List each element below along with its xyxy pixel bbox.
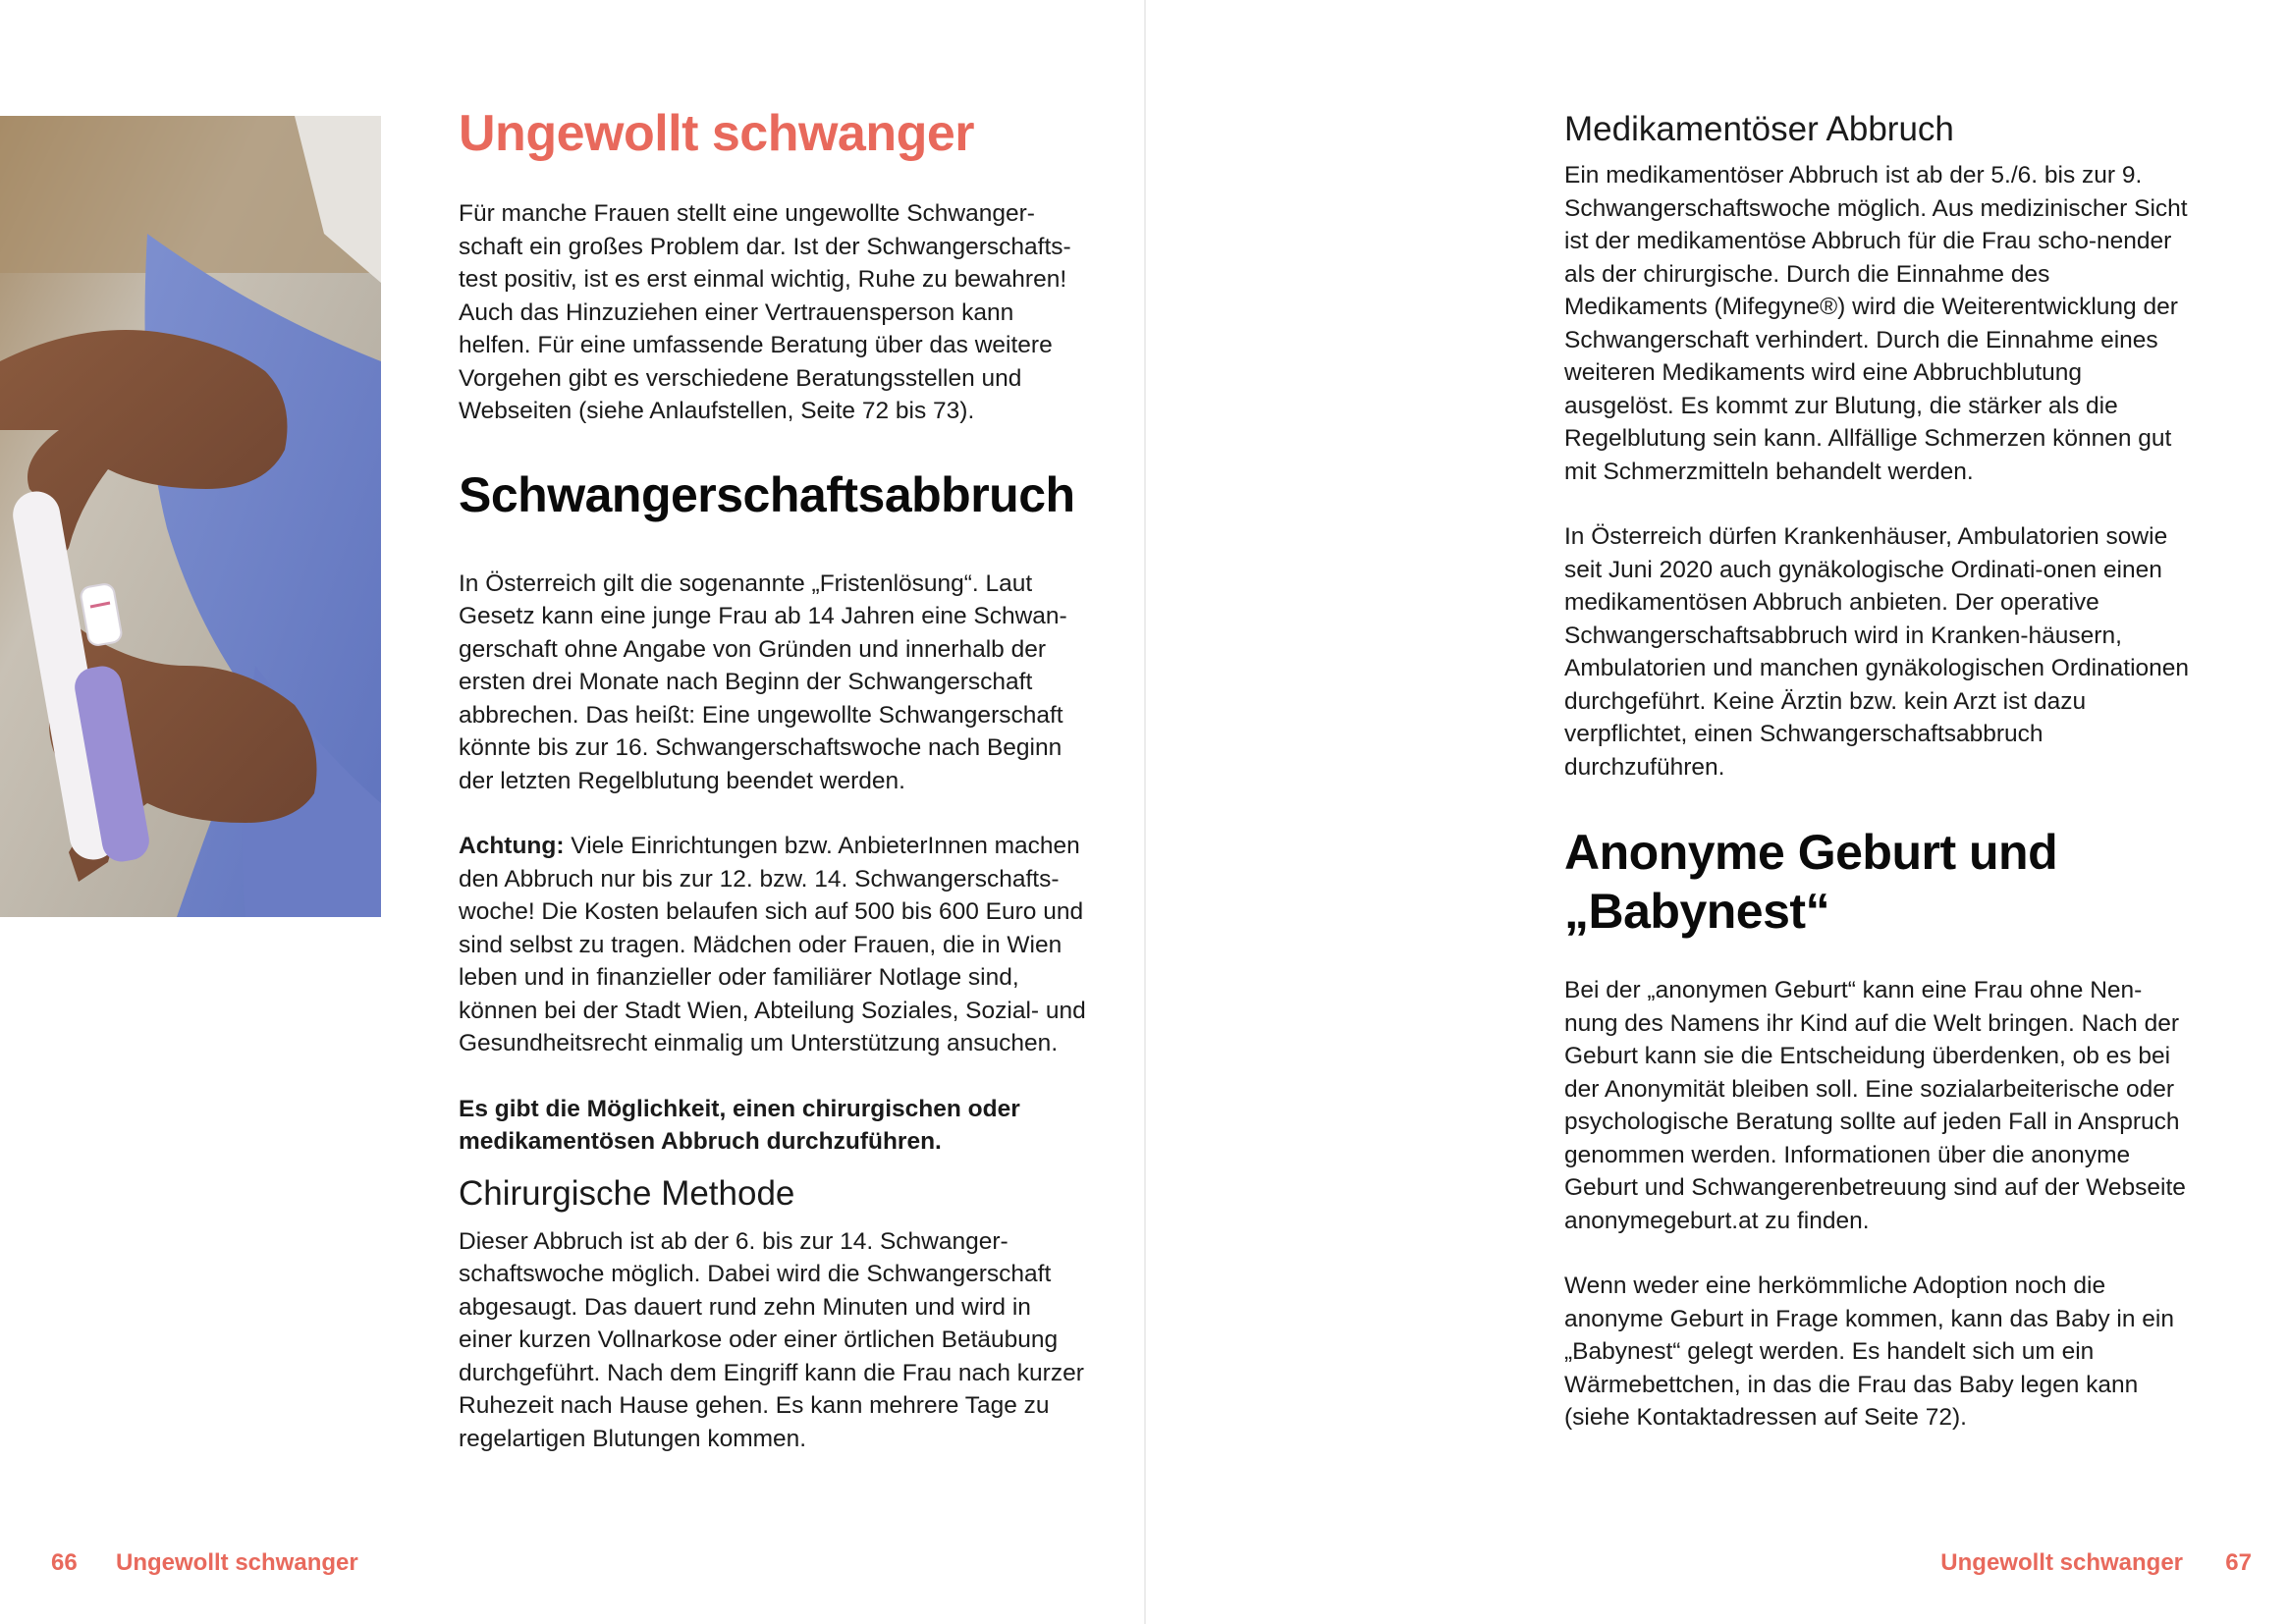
right-text-column bbox=[1564, 106, 2193, 1435]
chapter-title: Ungewollt schwanger bbox=[459, 105, 975, 162]
section-heading-abbruch: Schwangerschaftsabbruch bbox=[459, 466, 1075, 522]
options-statement: Es gibt die Möglichkeit, einen chirurgischen oder medikamentösen Abbruch durchzuführen. bbox=[459, 1095, 1020, 1155]
page-number-right: 67 bbox=[2225, 1549, 2252, 1576]
surgical-method-paragraph: Dieser Abbruch ist ab der 6. bis zur 14. Schwanger-schaftswoche möglich. Dabei wird die Schwangerschaft abgesaugt. Das dauert rund zehn Minuten und wird in einer kurzen Vollnarkose oder einer örtlichen Betäubung durchgeführt. Nach dem Eingriff kann die Frau nach kurzer Ruhezeit nach Hause gehen. Es kann mehrere Tage zu regelartigen Blutungen kommen. bbox=[459, 1227, 1084, 1452]
providers-paragraph: In Österreich dürfen Krankenhäuser, Ambulatorien sowie seit Juni 2020 auch gynäkologische Ordinati-onen einen medikamentösen Abbruch anbieten. Der operative Schwangerschaftsabbruch wird in Kranken-häusern, Ambulatorien und manchen gynäkologischen Ordinationen durchgeführt. Keine Ärztin bzw. kein Arzt ist dazu verpflichtet, einen Schwangerschaftsabbruch durchzuführen. bbox=[1564, 523, 2190, 781]
achtung-label: Achtung: bbox=[459, 833, 565, 859]
left-page bbox=[0, 0, 1144, 1624]
achtung-text: Viele Einrichtungen bzw. AnbieterInnen machen den Abbruch nur bis zur 12. bzw. 14. Schwangerschafts-woche! Die Kosten belaufen sich auf 500 bis 600 Euro und sind selbst zu tragen. Mädchen oder Frauen, die in Wien leben und in finanzieller oder familiärer Notlage sind, können bei der Stadt Wien, Abteilung Soziales, Sozial- und Gesundheitsrecht einmalig um Unterstützung ansuchen. bbox=[459, 833, 1086, 1056]
surgical-method-heading: Chirurgische Methode bbox=[459, 1173, 795, 1213]
medication-paragraph: Ein medikamentöser Abbruch ist ab der 5./6. bis zur 9. Schwangerschaftswoche möglich. Aus medizinischer Sicht ist der medikamentöse Abbruch für die Frau scho-nender als der chirurgische. Durch die Einnahme des Medikaments (Mifegyne®) wird die Weiterentwicklung der Schwangerschaft verhindert. Durch die Einnahme eines weiteren Medikaments wird eine Abbruchblutung ausgelöst. Es kommt zur Blutung, die stärker als die Regelblutung sein kann. Allfällige Schmerzen können gut mit Schmerzmitteln behandelt werden. bbox=[1564, 162, 2188, 485]
anonymous-birth-heading-line1: Anonyme Geburt und bbox=[1564, 825, 2058, 880]
babynest-paragraph: Wenn weder eine herkömmliche Adoption noch die anonyme Geburt in Frage kommen, kann das Baby in ein „Babynest“ gelegt werden. Es handelt sich um ein Wärmebettchen, in das die Frau das Baby legen kann (siehe Kontaktadressen auf Seite 72). bbox=[1564, 1272, 2175, 1431]
anonymous-birth-paragraph: Bei der „anonymen Geburt“ kann eine Frau ohne Nen-nung des Namens ihr Kind auf die Welt bringen. Nach der Geburt kann sie die Entscheidung überdenken, ob es bei der Anonymität bleiben soll. Eine sozialarbeiterische oder psychologische Beratung sollte auf jeden Fall in Anspruch genommen werden. Informationen über die anonyme Geburt und Schwangerenbetreuung sind auf der Webseite anonymegeburt.at zu finden. bbox=[1564, 977, 2186, 1234]
intro-paragraph: Für manche Frauen stellt eine ungewollte Schwanger-schaft ein großes Problem dar. Ist der Schwangerschafts-test positiv, ist es erst einmal wichtig, Ruhe zu bewahren! Auch das Hinzuziehen einer Vertrauensperson kann helfen. Für eine umfassende Beratung über das weitere Vorgehen gibt es verschiedene Beratungsstellen und Webseiten (siehe Anlaufstellen, Seite 72 bis 73). bbox=[459, 200, 1071, 424]
achtung-paragraph bbox=[459, 830, 1087, 1060]
anonymous-birth-heading bbox=[1564, 823, 2193, 941]
pregnancy-test-photo bbox=[0, 116, 381, 917]
running-title-left: Ungewollt schwanger bbox=[116, 1549, 358, 1576]
medication-heading: Medikamentöser Abbruch bbox=[1564, 110, 1954, 148]
anonymous-birth-heading-line2: „Babynest“ bbox=[1564, 884, 1830, 939]
running-title-right: Ungewollt schwanger bbox=[1940, 1549, 2183, 1576]
left-text-column bbox=[459, 102, 1087, 1455]
page-number-left: 66 bbox=[51, 1549, 78, 1576]
fristenloesung-paragraph: In Österreich gilt die sogenannte „Fristenlösung“. Laut Gesetz kann eine junge Frau ab 14 Jahren eine Schwan-gerschaft ohne Angabe von Gründen und innerhalb der ersten drei Monate nach Beginn der Schwangerschaft abbrechen. Das heißt: Eine ungewollte Schwangerschaft könnte bis zur 16. Schwangerschaftswoche nach Beginn der letzten Regelblutung beendet werden. bbox=[459, 569, 1067, 794]
